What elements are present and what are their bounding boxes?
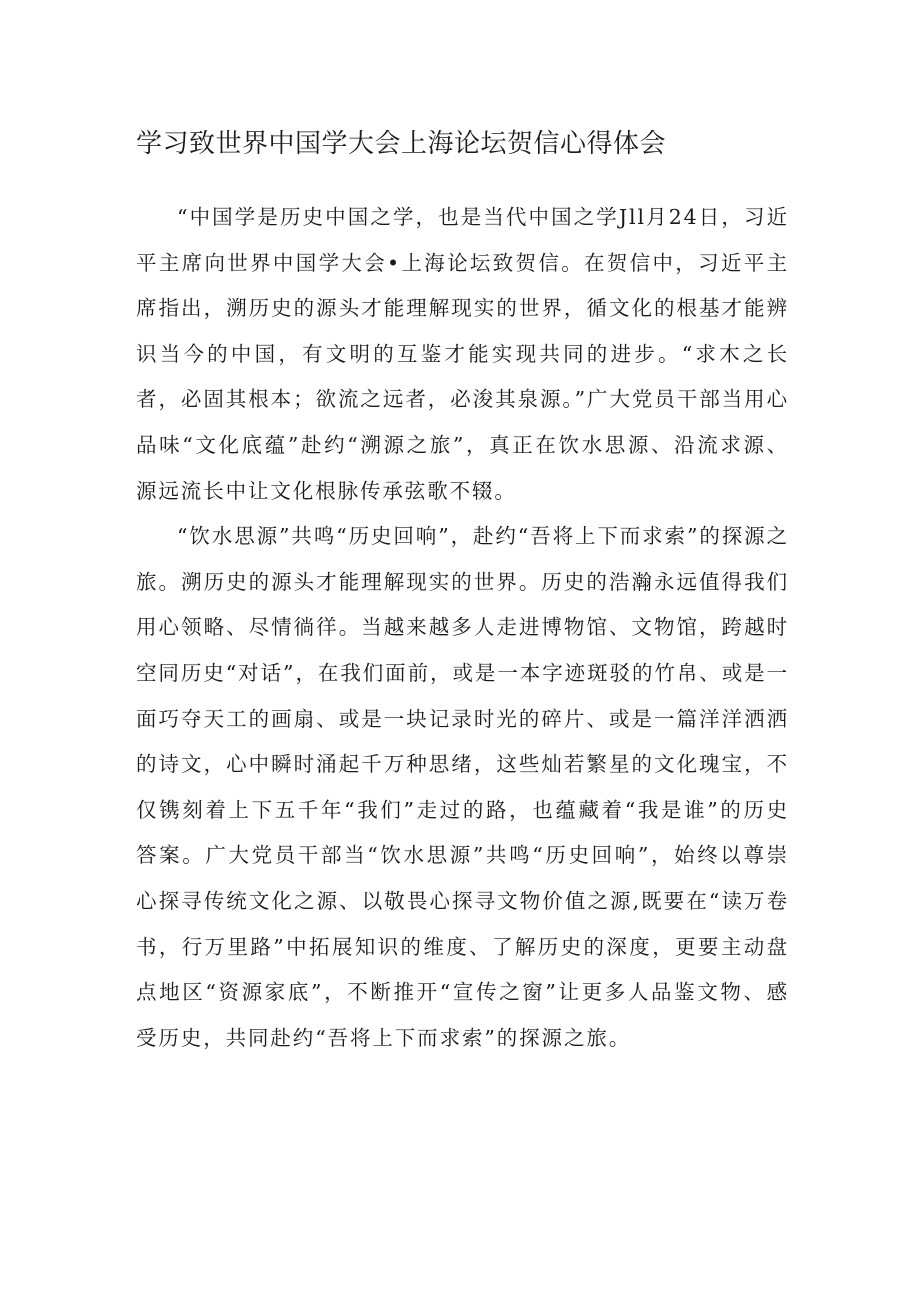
paragraph-2: “饮水思源”共鸣“历史回响”，赴约“吾将上下而求索”的探源之旅。溯历史的源头才能理解现实的世界。历史的浩瀚永远值得我们用心领略、尽情徜徉。当越来越多人走进博物馆、文物馆，跨越时空同历史“对话”，在我们面前，或是一本字迹斑驳的竹帛、或是一面巧夺天工的画扇、或是一块记录时光的碎片、或是一篇洋洋洒洒的诗文，心中瞬时涌起千万种思绪，这些灿若繁星的文化瑰宝，不仅镌刻着上下五千年“我们”走过的路，也蕴藏着“我是谁”的历史答案。广大党员干部当“饮水思源”共鸣“历史回响”，始终以尊崇心探寻传统文化之源、以敬畏心探寻文物价值之源,既要在“读万卷书，行万里路”中拓展知识的维度、了解历史的深度，更要主动盘点地区“资源家底”，不断推开“宣传之窗”让更多人品鉴文物、感受历史，共同赴约“吾将上下而求索”的探源之旅。 [136, 524, 789, 1050]
document-body [136, 195, 789, 1061]
document-title: 学习致世界中国学大会上海论坛贺信心得体会 [136, 129, 667, 159]
paragraph-1: “中国学是历史中国之学，也是当代中国之学Jll月24日，习近平主席向世界中国学大会•上海论坛致贺信。在贺信中，习近平主席指出，溯历史的源头才能理解现实的世界，循文化的根基才能辨识当今的中国，有文明的互鉴才能实现共同的进步。“求木之长者，必固其根本；欲流之远者，必浚其泉源。”广大党员干部当用心品味“文化底蕴”赴约“溯源之旅”，真正在饮水思源、沿流求源、源远流长中让文化根脉传承弦歌不辍。 [136, 205, 789, 503]
